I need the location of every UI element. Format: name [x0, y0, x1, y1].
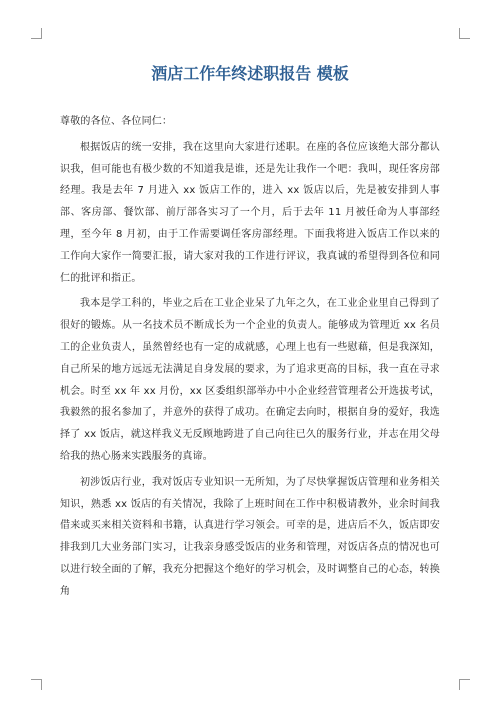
crop-mark-top-right	[459, 28, 470, 39]
paragraph-2: 我本是学工科的，毕业之后在工业企业呆了九年之久，在工业企业里自己得到了很好的锻炼。从一名技术员不断成长为一个企业的负责人。能够成为管理近 xx 名员工的企业负责人，虽然曾经也有一定的成就感，心理上也有一些慰藉，但是我深知，自己所呆的地方远远无法满足自身发展的要求，为了追求更高的目标，我一直在寻求机会。时至 xx 年 xx 月份，xx 区委组织部举办中小企业经营管理者公开选拔考试，我毅然的报名参加了，并意外的获得了成功。在确定去向时，根据自身的爱好，我选择了 xx 饭店，就这样我义无反顾地跨进了自己向往已久的服务行业，并志在用父母给我的热心肠来实践服务的真谛。	[60, 298, 441, 462]
document-body	[60, 111, 440, 603]
salutation: 尊敬的各位、各位同仁：	[60, 116, 173, 127]
crop-mark-bottom-right	[459, 679, 470, 690]
paragraph-1: 根据饭店的统一安排，我在这里向大家进行述职。在座的各位应该绝大部分都认识我，但可能也有极少数的不知道我是谁，还是先让我作一个吧：我叫，现任客房部经理。我是去年 7 月进入 xx 饭店工作的，进入 xx 饭店以后，先是被安排到人事部、客房部、餐饮部、前厅部各实习了一个月，后于去年 11 月被任命为人事部经理，至今年 8 月初，由于工作需要调任客房部经理。下面我将进入饭店工作以来的工作向大家作一简要汇报，请大家对我的工作进行评议，我真诚的希望得到各位和同仁的批评和指正。	[60, 141, 440, 284]
crop-mark-top-left	[31, 28, 42, 39]
paragraph-3: 初涉饭店行业，我对饭店专业知识一无所知，为了尽快掌握饭店管理和业务相关知识，熟悉 xx 饭店的有关情况，我除了上班时间在工作中积极请教外，业余时间我借来或买来相关资料和书籍，认真进行学习领会。可幸的是，进店后不久，饭店即安排我到几大业务部门实习，让我亲身感受饭店的业务和管理，对饭店各点的情况也可以进行较全面的了解，我充分把握这个绝好的学习机会，及时调整自己的心态，转换角	[60, 476, 440, 597]
page-title: 酒店工作年终述职报告 模板	[151, 64, 349, 83]
crop-mark-bottom-left	[31, 679, 42, 690]
